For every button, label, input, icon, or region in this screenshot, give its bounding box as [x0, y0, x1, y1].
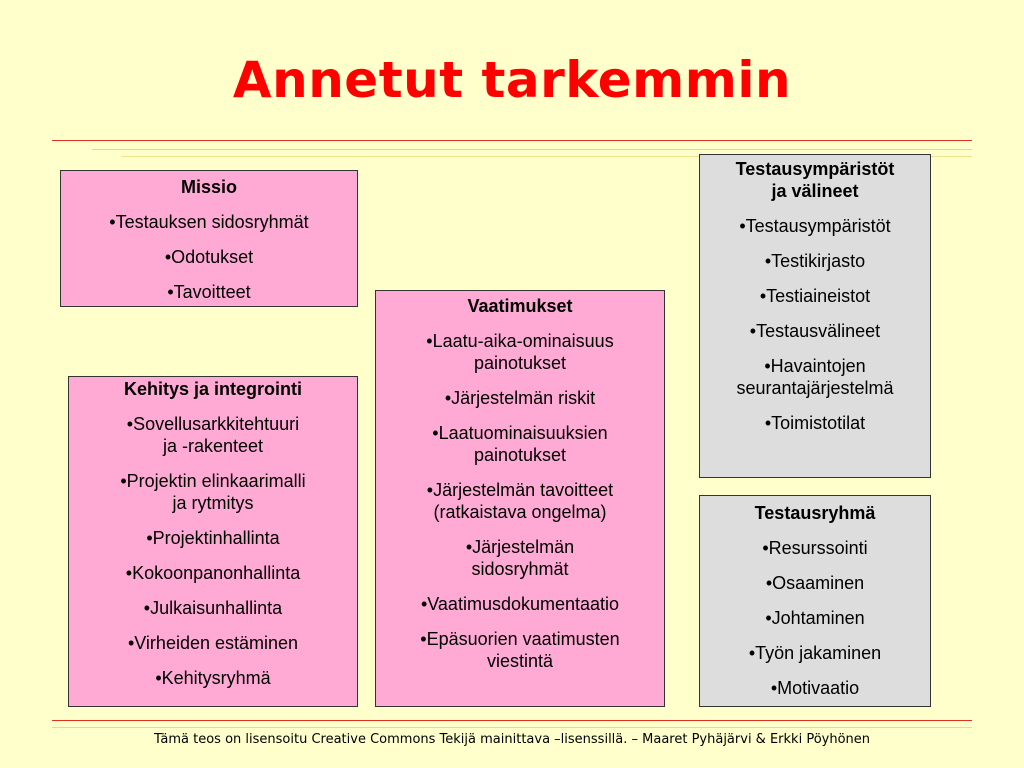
vaatimukset-box: [375, 290, 665, 707]
vaatimukset-item: •Laatu-aika-ominaisuus painotukset: [426, 331, 614, 373]
testausryhma-item: •Johtaminen: [765, 608, 865, 628]
bottom-rule-red: [52, 720, 972, 721]
testausryhma-item: •Motivaatio: [770, 678, 860, 698]
testausryhma-item: •Työn jakaminen: [748, 643, 882, 663]
bottom-rule-pink: [52, 727, 972, 728]
testausymparistot-item: •Toimistotilat: [764, 413, 866, 433]
kehitys-item: •Kehitysryhmä: [155, 668, 271, 688]
kehitys-item: •Virheiden estäminen: [127, 633, 299, 653]
kehitys-box: [68, 376, 358, 707]
kehitys-item: •Projektin elinkaarimalli ja rytmitys: [120, 471, 306, 513]
missio-item: •Odotukset: [164, 247, 254, 267]
testausryhma-item: •Osaaminen: [765, 573, 865, 593]
testausymparistot-item: •Testiaineistot: [759, 286, 871, 306]
testausymparistot-box: [699, 154, 931, 478]
license-footer: Tämä teos on lisensoitu Creative Commons Tekijä mainittava –lisenssillä. – Maaret Pyhäjärvi & Erkki Pöyhönen: [153, 732, 871, 747]
testausymparistot-item: •Testausvälineet: [749, 321, 881, 341]
vaatimukset-item: •Järjestelmän tavoitteet (ratkaistava ongelma): [426, 480, 614, 522]
vaatimukset-item: •Vaatimusdokumentaatio: [420, 594, 620, 614]
vaatimukset-heading: Vaatimukset: [467, 296, 573, 316]
missio-item: •Testauksen sidosryhmät: [109, 212, 309, 232]
testausymparistot-item: •Testikirjasto: [764, 251, 866, 271]
kehitys-item: •Projektinhallinta: [146, 528, 280, 548]
page-title: Annetut tarkemmin: [232, 51, 792, 109]
testausymparistot-item: •Havaintojen seurantajärjestelmä: [736, 356, 894, 398]
vaatimukset-item: •Järjestelmän riskit: [444, 388, 596, 408]
testausymparistot-heading: Testausympäristöt ja välineet: [735, 159, 895, 201]
testausymparistot-item: •Testausympäristöt: [739, 216, 891, 236]
testausryhma-heading: Testausryhmä: [754, 503, 876, 523]
kehitys-item: •Kokoonpanonhallinta: [125, 563, 301, 583]
top-rule-pink: [92, 149, 972, 150]
kehitys-heading: Kehitys ja integrointi: [123, 379, 303, 399]
testausryhma-box: [699, 495, 931, 707]
vaatimukset-item: •Epäsuorien vaatimusten viestintä: [420, 629, 620, 671]
kehitys-item: •Sovellusarkkitehtuuri ja -rakenteet: [126, 414, 300, 456]
testausryhma-item: •Resurssointi: [762, 538, 868, 558]
vaatimukset-item: •Laatuominaisuuksien painotukset: [432, 423, 608, 465]
kehitys-item: •Julkaisunhallinta: [143, 598, 283, 618]
vaatimukset-item: •Järjestelmän sidosryhmät: [465, 537, 575, 579]
missio-item: •Tavoitteet: [167, 282, 251, 302]
top-rule-red: [52, 140, 972, 141]
missio-box: [60, 170, 358, 307]
missio-heading: Missio: [180, 177, 237, 197]
